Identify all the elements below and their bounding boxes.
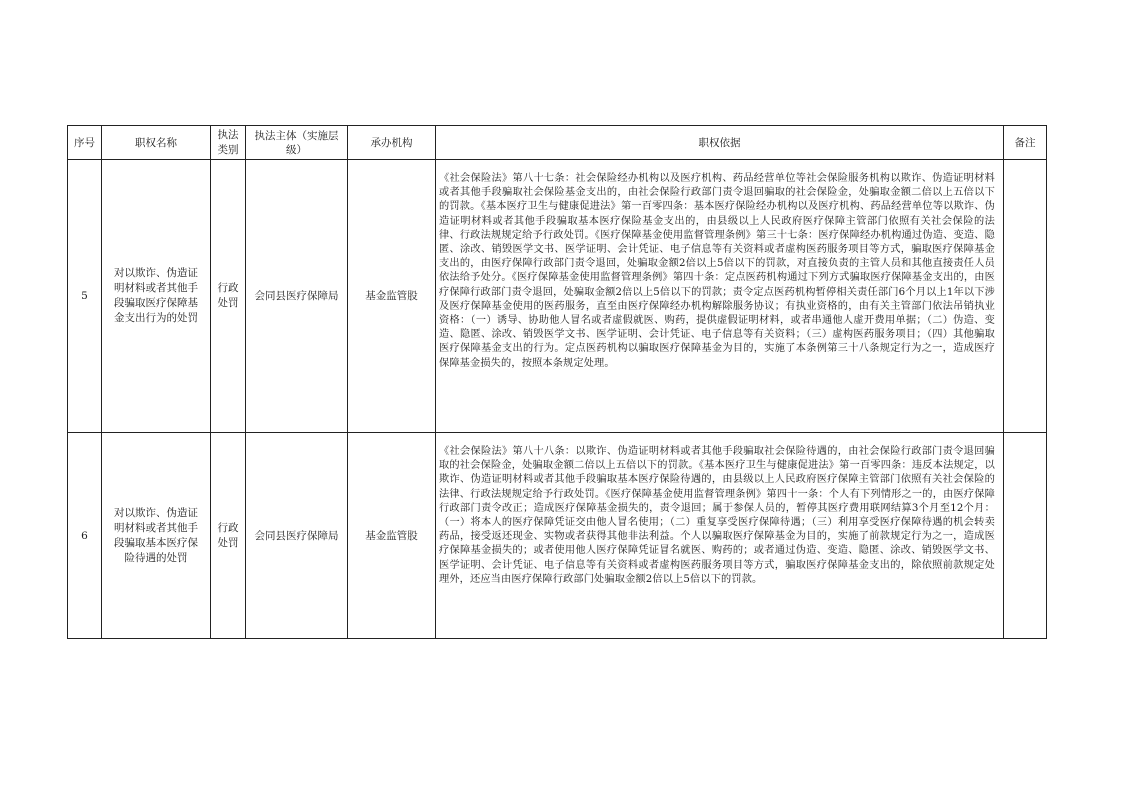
row-seq: 6 [68,433,102,639]
header-agency: 承办机构 [348,126,436,160]
row-basis: 《社会保险法》第八十七条：社会保险经办机构以及医疗机构、药品经营单位等社会保险服务机构以欺诈、伪造证明材料或者其他手段骗取社会保险基金支出的，由社会保险行政部门责令退回骗取的社会保险金，处骗取金额二倍以上五倍以下的罚款。《基本医疗卫生与健康促进法》第一百零四条：基本医疗保险经办机构以及医疗机构、药品经营单位等以欺诈、伪造证明材料或者其他手段骗取基本医疗保险基金支出的，由县级以上人民政府医疗保障主管部门依照有关社会保险的法律、行政法规规定给予行政处罚。《医疗保障基金使用监督管理条例》第三十七条：医疗保障经办机构通过伪造、变造、隐匿、涂改、销毁医学文书、医学证明、会计凭证、电子信息等有关资料或者虚构医药服务项目等方式，骗取医疗保障基金支出的，由医疗保障行政部门责令退回，处骗取金额2倍以上5倍以下的罚款，对直接负责的主管人员和其他直接责任人员依法给予处分。《医疗保障基金使用监督管理条例》第四十条：定点医药机构通过下列方式骗取医疗保障基金支出的，由医疗保障行政部门责令退回，处骗取金额2倍以上5倍以下的罚款；责令定点医药机构暂停相关责任部门6个月以上1年以下涉及医疗保障基金使用的医药服务，直至由医疗保障经办机构解除服务协议；有执业资格的，由有关主管部门依法吊销执业资格：（一）诱导、协助他人冒名或者虚假就医、购药，提供虚假证明材料，或者串通他人虚开费用单据；（二）伪造、变造、隐匿、涂改、销毁医学文书、医学证明、会计凭证、电子信息等有关资料；（三）虚构医药服务项目；（四）其他骗取医疗保障基金支出的行为。定点医药机构以骗取医疗保障基金为目的，实施了本条例第三十八条规定行为之一，造成医疗保障基金损失的，按照本条规定处理。 [436,160,1004,433]
row-type: 行政处罚 [211,160,246,433]
row-remark [1004,160,1047,433]
row-name: 对以欺诈、伪造证明材料或者其他手段骗取医疗保障基金支出行为的处罚 [102,160,211,433]
authority-table [67,125,1047,639]
row-agency: 基金监管股 [348,433,436,639]
table-row [68,433,1047,639]
row-remark [1004,433,1047,639]
table-header-row [68,126,1047,160]
row-seq: 5 [68,160,102,433]
header-remark: 备注 [1004,126,1047,160]
header-name: 职权名称 [102,126,211,160]
row-basis: 《社会保险法》第八十八条：以欺诈、伪造证明材料或者其他手段骗取社会保险待遇的，由社会保险行政部门责令退回骗取的社会保险金，处骗取金额二倍以上五倍以下的罚款。《基本医疗卫生与健康促进法》第一百零四条：违反本法规定，以欺诈、伪造证明材料或者其他手段骗取基本医疗保险待遇的，由县级以上人民政府医疗保障主管部门依照有关社会保险的法律、行政法规规定给予行政处罚。《医疗保障基金使用监督管理条例》第四十一条：个人有下列情形之一的，由医疗保障行政部门责令改正；造成医疗保障基金损失的，责令退回；属于参保人员的，暂停其医疗费用联网结算3个月至12个月：（一）将本人的医疗保障凭证交由他人冒名使用；（二）重复享受医疗保障待遇；（三）利用享受医疗保障待遇的机会转卖药品，接受返还现金、实物或者获得其他非法利益。个人以骗取医疗保障基金为目的，实施了前款规定行为之一，造成医疗保障基金损失的；或者使用他人医疗保障凭证冒名就医、购药的；或者通过伪造、变造、隐匿、涂改、销毁医学文书、医学证明、会计凭证、电子信息等有关资料或者虚构医药服务项目等方式，骗取医疗保障基金支出的，除依照前款规定处理外，还应当由医疗保障行政部门处骗取金额2倍以上5倍以下的罚款。 [436,433,1004,639]
header-seq: 序号 [68,126,102,160]
header-type: 执法类别 [211,126,246,160]
row-type: 行政处罚 [211,433,246,639]
row-subject: 会同县医疗保障局 [246,433,348,639]
table-row [68,160,1047,433]
row-name: 对以欺诈、伪造证明材料或者其他手段骗取基本医疗保险待遇的处罚 [102,433,211,639]
row-subject: 会同县医疗保障局 [246,160,348,433]
header-subject: 执法主体（实施层级） [246,126,348,160]
header-basis: 职权依据 [436,126,1004,160]
row-agency: 基金监管股 [348,160,436,433]
